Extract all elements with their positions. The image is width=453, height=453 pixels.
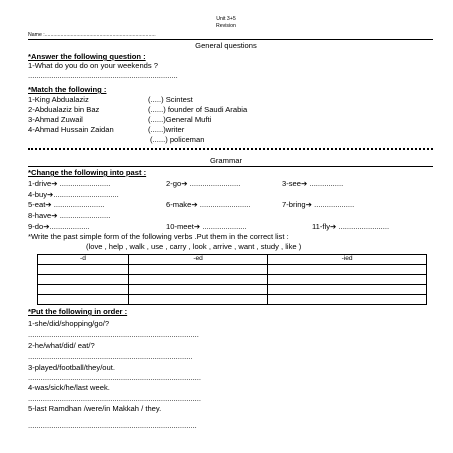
table-row [38,275,427,285]
order-item: 5-last Ramdhan /were/in Makkah / they. [28,404,162,413]
table-cell[interactable] [128,285,267,295]
match-right-item: (......)writer [148,125,185,134]
past-item: 11-fly➔ ........................ [312,222,390,231]
match-left-item: 3-Ahmad Zuwail [28,115,83,124]
table-header-row [38,255,427,265]
table-header-d: -d [38,255,129,265]
general-questions-title: General questions [195,41,257,50]
verbs-instruction: *Write the past simple form of the following verbs .Put them in the correct list : [28,232,289,241]
order-answer-line: .................................................................................. [28,394,202,403]
past-item: 6-make➔ ........................ [166,200,251,209]
order-answer-line: ................................................................................ [28,421,197,430]
table-cell[interactable] [128,275,267,285]
past-heading: *Change the following into past : [28,168,147,177]
past-item: 5-eat➔ ........................ [28,200,105,209]
match-right-item: (......)General Mufti [148,115,212,124]
table-cell[interactable] [268,295,427,305]
revision-label: Revision [216,23,236,29]
past-item: 10-meet➔ ..................... [166,222,247,231]
table-row [38,295,427,305]
answer-heading: *Answer the following question : [28,52,146,61]
table-cell[interactable] [268,285,427,295]
order-answer-line: .................................................................................. [28,373,202,382]
unit-label: Unit 3+5 [216,16,236,22]
order-answer-line: ................................................................................. [28,330,199,339]
past-item: 7-bring➔ ................... [282,200,355,209]
grammar-divider [28,166,433,167]
table-cell[interactable] [128,295,267,305]
table-cell[interactable] [38,265,129,275]
past-item: 9-do➔................... [28,222,90,231]
table-cell[interactable] [268,265,427,275]
past-item: 1-drive➔ ........................ [28,179,111,188]
past-item: 8-have➔ ........................ [28,211,111,220]
answer-line-1: ....................................................................... [28,71,178,80]
match-left-item: 4-Ahmad Hussain Zaidan [28,125,114,134]
match-left-item: 2-Abdualaziz bin Baz [28,105,100,114]
verbs-list: (love , help , walk , use , carry , look , arrive , want , study , like ) [86,242,302,251]
past-item: 3-see➔ ................ [282,179,344,188]
table-cell[interactable] [38,275,129,285]
answer-question-1: 1-What do you do on your weekends ? [28,61,159,70]
match-left-item: 1-King Abdualaziz [28,95,89,104]
match-right-item: (......) founder of Saudi Arabia [148,105,248,114]
table-header-ied: -ied [268,255,427,265]
header-divider [28,39,433,40]
table-cell[interactable] [268,275,427,285]
verbs-table [37,254,427,305]
past-item: 2-go➔ ........................ [166,179,241,188]
order-item: 4-was/sick/he/last week. [28,383,110,392]
past-item: 4-buy➔............................... [28,190,119,199]
table-cell[interactable] [128,265,267,275]
match-right-item: (......) policeman [150,135,205,144]
order-heading: *Put the following in order : [28,307,128,316]
name-line: Name :............................................................................. [28,32,156,38]
order-item: 1-she/did/shopping/go/? [28,319,110,328]
order-item: 2-he/what/did/ eat/? [28,341,95,350]
table-header-ed: -ed [128,255,267,265]
order-item: 3-played/football/they/out. [28,363,115,372]
match-heading: *Match the following : [28,85,107,94]
table-cell[interactable] [38,285,129,295]
table-cell[interactable] [38,295,129,305]
match-right-item: (.....) Scintest [148,95,193,104]
table-row [38,265,427,275]
section-divider [28,148,433,150]
grammar-title: Grammar [209,156,243,165]
table-row [38,285,427,295]
order-answer-line: .............................................................................. [28,352,193,361]
